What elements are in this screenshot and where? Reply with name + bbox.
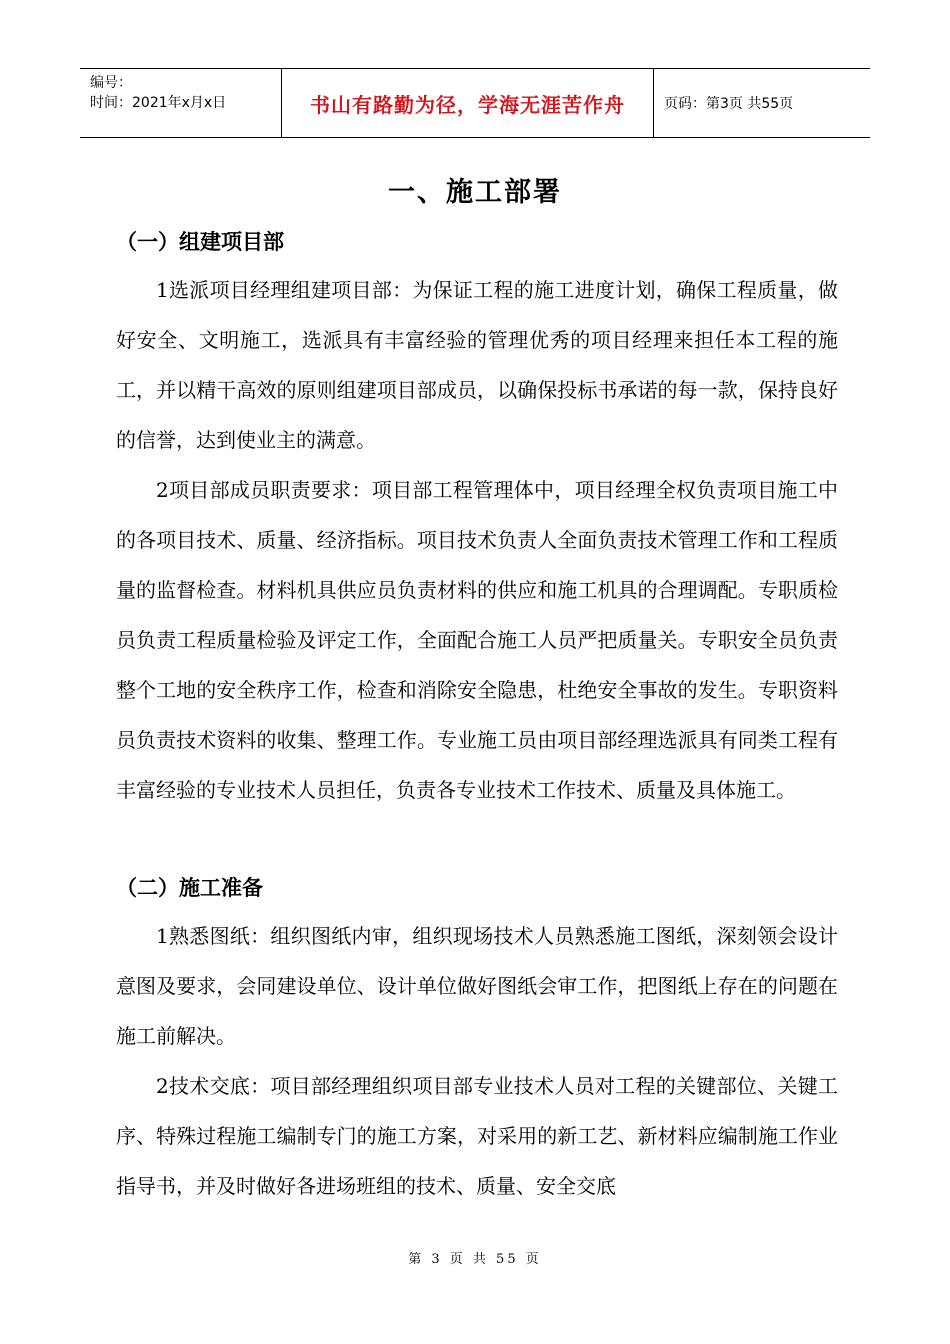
header-motto: 书山有路勤为径，学海无涯苦作舟	[282, 69, 654, 137]
document-header	[80, 68, 870, 138]
paragraph-2-1: 1熟悉图纸：组织图纸内审，组织现场技术人员熟悉施工图纸，深刻领会设计意图及要求，会同建设单位、设计单位做好图纸会审工作，把图纸上存在的问题在施工前解决。	[116, 924, 838, 1048]
paragraph-1-1: 1选派项目经理组建项目部：为保证工程的施工进度计划，确保工程质量，做好安全、文明施工，选派具有丰富经验的管理优秀的项目经理来担任本工程的施工，并以精干高效的原则组建项目部成员，以确保投标书承诺的每一款，保持良好的信誉，达到使业主的满意。	[116, 278, 838, 452]
paragraph-1-2: 2项目部成员职责要求：项目部工程管理体中，项目经理全权负责项目施工中的各项目技术、质量、经济指标。项目技术负责人全面负责技术管理工作和工程质量的监督检查。材料机具供应员负责材料的供应和施工机具的合理调配。专职质检员负责工程质量检验及评定工作，全面配合施工人员严把质量关。专职安全员负责整个工地的安全秩序工作，检查和消除安全隐患，杜绝安全事故的发生。专职资料员负责技术资料的收集、整理工作。专业施工员由项目部经理选派具有同类工程有丰富经验的专业技术人员担任，负责各专业技术工作技术、质量及具体施工。	[116, 478, 838, 802]
page-title: 一、施工部署	[388, 177, 562, 208]
header-page-info: 页码：第3页 共55页	[664, 96, 794, 112]
page-footer: 第 3 页 共 55 页	[408, 1252, 542, 1267]
document-number-label: 编号：	[90, 75, 132, 91]
paragraph-2-2: 2技术交底：项目部经理组织项目部专业技术人员对工程的关键部位、关键工序、特殊过程施工编制专门的施工方案，对采用的新工艺、新材料应编制施工作业指导书，并及时做好各进场班组的技术、质量、安全交底	[116, 1074, 838, 1198]
header-meta	[80, 69, 282, 137]
section-heading-2: （二）施工准备	[116, 875, 263, 900]
document-date: 时间：2021年x月x日	[90, 95, 227, 111]
section-heading-1: （一）组建项目部	[116, 229, 284, 254]
